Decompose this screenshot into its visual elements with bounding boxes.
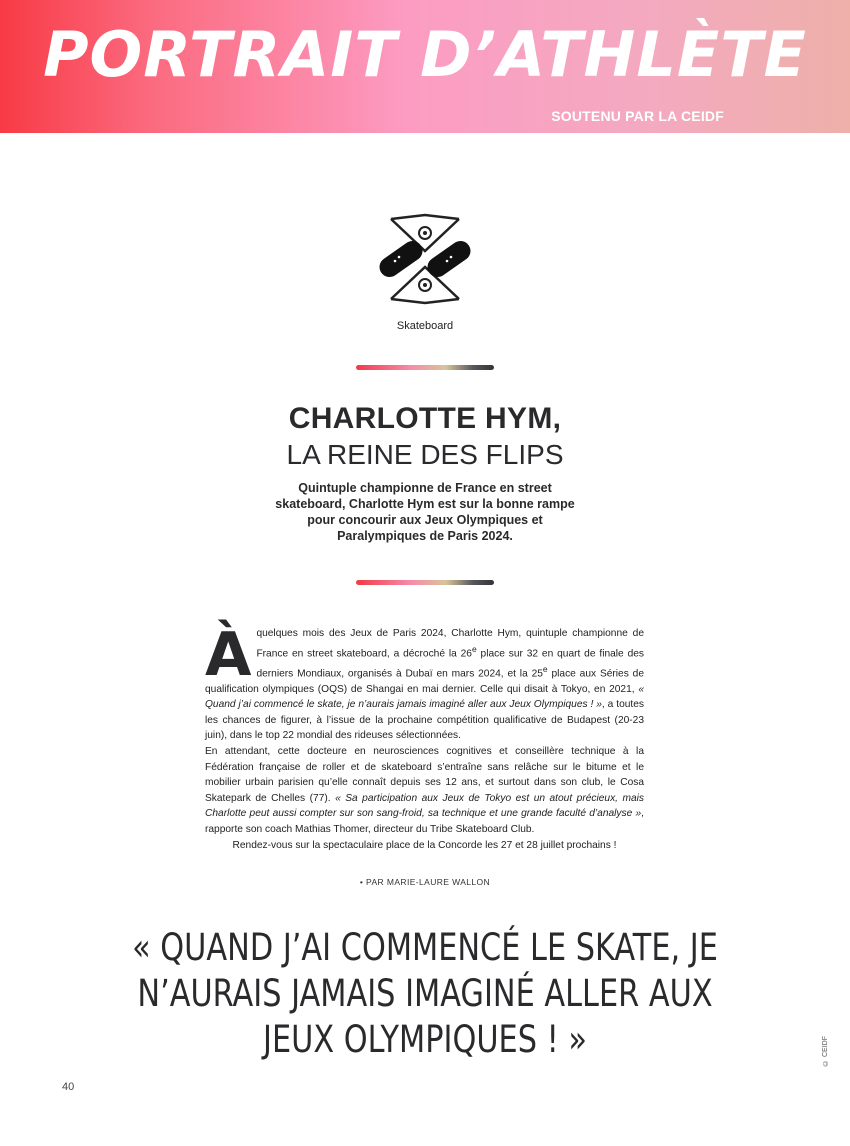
article-body: [205, 620, 644, 853]
paragraph-2: En attendant, cette docteure en neurosciences cognitives et conseillère technique à la Fédération française de roller et de skateboard s’entraîne sans relâche sur le bitume et le mobilier urbain parisien qu’elle connaît depuis ses 12 ans, et surtout dans son club, le Cosa Skatepark de Chelles (77). « Sa participation aux Jeux de Tokyo est un atout précieux, mais Charlotte peut aussi compter sur son sang-froid, sa technique et une grande faculté d’analyse », rapporte son coach Mathias Thomer, directeur du Tribe Skateboard Club.: [205, 745, 644, 835]
sport-label: Skateboard: [396, 320, 454, 332]
photo-credit: © CEIDF: [822, 1036, 829, 1066]
paragraph-closing: Rendez-vous sur la spectaculaire place de la Concorde les 27 et 28 juillet prochains !: [232, 839, 617, 851]
pull-quote: « QUAND J’AI COMMENCÉ LE SKATE, JE N’AURAIS JAMAIS IMAGINÉ ALLER AUX JEUX OLYMPIQUES ! »: [132, 926, 718, 1061]
page-number: 40: [62, 1081, 75, 1093]
article-headline: CHARLOTTE HYM,: [288, 402, 562, 435]
sponsor-line: SOUTENU PAR LA CEIDF: [551, 108, 724, 124]
paragraph-1: À quelques mois des Jeux de Paris 2024, Charlotte Hym, quintuple championne de France en street skateboard, a décroché la 26e place sur 32 en quart de finale des derniers Mondiaux, organisés à Dubaï en mars 2024, et la 25e place aux Séries de qualification olympiques (OQS) de Shangai en mai dernier. Celle qui disait à Tokyo, en 2021, « Quand j’ai commencé le skate, je n’aurais jamais imaginé aller aux Jeux Olympiques ! », a toutes les chances de figurer, à l’issue de la prochaine compétition qualificative de Budapest (20-23 juin), dans le top 22 mondial des rideuses sélectionnées.: [205, 620, 644, 742]
byline: • PAR MARIE-LAURE WALLON: [359, 877, 491, 887]
article-standfirst: Quintuple championne de France en street skateboard, Charlotte Hym est sur la bonne rampe pour concourir aux Jeux Olympiques et Paralympiques de Paris 2024.: [275, 481, 575, 543]
quote-inline-1: « Quand j’ai commencé le skate, je n’aurais jamais imaginé aller aux Jeux Olympiques ! »: [205, 683, 644, 711]
divider-bottom: [356, 580, 494, 585]
divider-top: [356, 365, 494, 370]
skateboard-crossed-icon: [377, 211, 473, 307]
quote-inline-2: « Sa participation aux Jeux de Tokyo est un atout précieux, mais Charlotte peut aussi compter sur son sang-froid, sa technique et une grande faculté d’analyse »: [205, 792, 644, 820]
section-title: PORTRAIT D’ATHLÈTE: [43, 18, 807, 91]
drop-cap: À: [205, 620, 252, 690]
article-subheadline: LA REINE DES FLIPS: [286, 439, 564, 470]
header-banner: [0, 0, 850, 133]
